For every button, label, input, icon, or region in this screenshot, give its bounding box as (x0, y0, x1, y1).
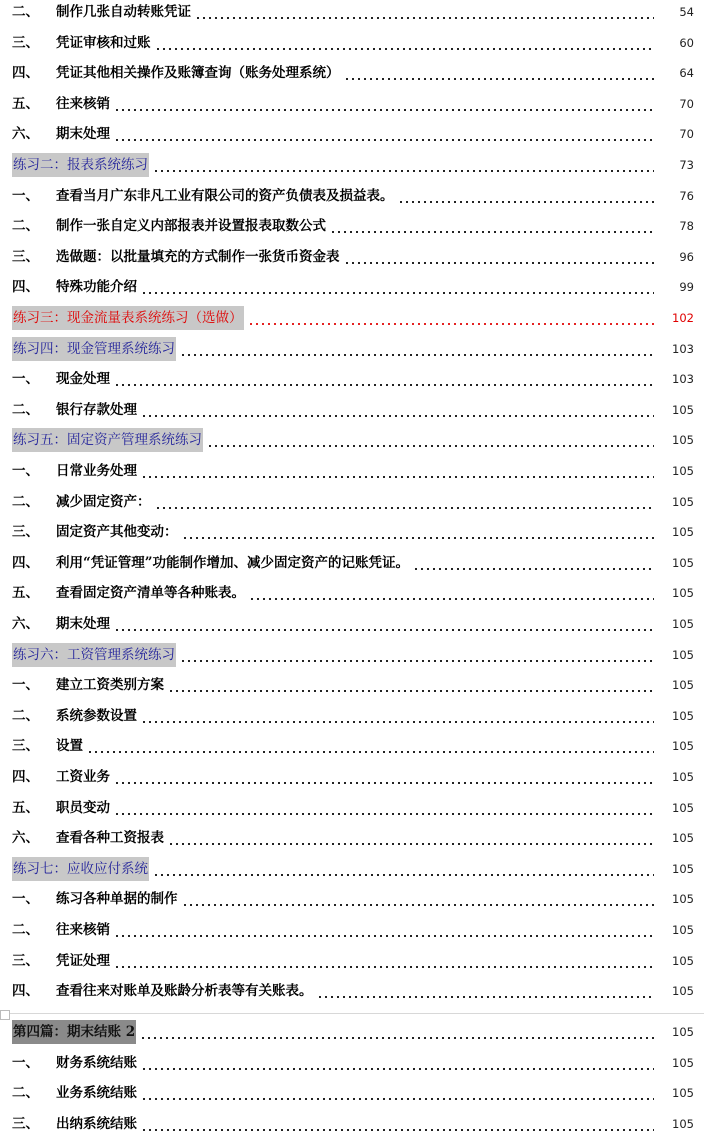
toc-page-number: 99 (679, 280, 694, 295)
dot-leader (182, 520, 655, 544)
toc-entry[interactable] (0, 92, 704, 116)
toc-entry-title: 制作几张自动转账凭证 (56, 4, 191, 20)
dot-leader (330, 214, 654, 238)
dot-leader (153, 153, 654, 177)
toc-entry[interactable] (0, 1051, 704, 1075)
toc-entry-number: 二、 (12, 707, 39, 724)
toc-page-number: 76 (679, 188, 694, 203)
toc-entry[interactable] (0, 765, 704, 789)
toc-section-heading[interactable] (0, 643, 704, 667)
dot-leader (155, 490, 655, 514)
toc-entry-title: 查看当月广东非凡工业有限公司的资产负债表及损益表。 (56, 187, 394, 204)
toc-entry-title: 凭证审核和过账 (56, 34, 151, 51)
dot-leader (195, 0, 654, 24)
toc-entry-number: 四、 (12, 983, 39, 1000)
toc-page-number: 105 (672, 831, 694, 846)
toc-entry-number: 一、 (12, 187, 39, 204)
dot-leader (114, 367, 654, 391)
dot-leader (249, 581, 654, 605)
toc-entry-title: 练习七：应收应付系统 (12, 857, 149, 881)
dot-leader (207, 428, 654, 452)
toc-page-number: 105 (672, 525, 694, 540)
toc-entry-title: 系统参数设置 (56, 707, 137, 724)
dot-leader (140, 1020, 654, 1044)
dot-leader (114, 92, 654, 116)
toc-page-number: 105 (672, 1116, 694, 1131)
toc-section-heading[interactable] (0, 337, 704, 361)
toc-entry-title: 固定资产其他变动： (56, 524, 178, 541)
toc-page-number: 54 (679, 5, 694, 19)
toc-entry-number: 三、 (12, 248, 39, 265)
toc-entry-number: 二、 (12, 922, 39, 938)
toc-entry-title: 日常业务处理 (56, 463, 137, 479)
dot-leader (141, 459, 654, 483)
toc-entry-number: 一、 (12, 1054, 39, 1071)
dot-leader (180, 643, 654, 667)
toc-entry-title: 选做题：以批量填充的方式制作一张货币资金表 (56, 248, 340, 265)
toc-entry[interactable] (0, 826, 704, 850)
dot-leader (114, 765, 654, 789)
dot-leader (141, 275, 654, 299)
toc-entry-number: 一、 (12, 463, 39, 479)
toc-entry-title: 往来核销 (56, 95, 110, 112)
dot-leader (155, 31, 655, 55)
toc-entry-title: 利用“凭证管理”功能制作增加、减少固定资产的记账凭证。 (56, 554, 410, 571)
toc-entry-title: 特殊功能介绍 (56, 279, 137, 296)
toc-section-heading[interactable] (0, 857, 704, 881)
toc-entry[interactable] (0, 734, 704, 758)
toc-entry[interactable] (0, 490, 704, 514)
toc-entry[interactable] (0, 0, 704, 24)
toc-page-number: 105 (672, 800, 694, 815)
toc-entry-title: 期末处理 (56, 616, 110, 632)
toc-entry[interactable] (0, 122, 704, 146)
toc-page-number: 60 (679, 35, 694, 50)
section-marker-icon (0, 1010, 10, 1020)
toc-page-number: 105 (672, 923, 694, 937)
dot-leader (413, 551, 654, 575)
dot-leader (114, 122, 654, 146)
toc-entry[interactable] (0, 61, 704, 85)
toc-entry[interactable] (0, 887, 704, 911)
toc-entry[interactable] (0, 796, 704, 820)
toc-entry-title: 练习五：固定资产管理系统练习 (12, 428, 203, 452)
dot-leader (317, 979, 655, 1003)
toc-entry-title: 银行存款处理 (56, 401, 137, 418)
toc-entry-title: 职员变动 (56, 799, 110, 816)
toc-entry[interactable] (0, 551, 704, 575)
toc-page-number: 102 (672, 311, 694, 325)
toc-entry-title: 减少固定资产： (56, 493, 151, 510)
dot-leader (168, 673, 654, 697)
page-break-divider (0, 1013, 704, 1014)
dot-leader (114, 918, 654, 942)
toc-entry-number: 二、 (12, 1085, 39, 1102)
toc-entry-number: 二、 (12, 401, 39, 418)
dot-leader (141, 1051, 654, 1075)
toc-entry-title: 查看往来对账单及账龄分析表等有关账表。 (56, 983, 313, 1000)
dot-leader (141, 398, 654, 422)
toc-entry[interactable] (0, 520, 704, 544)
toc-entry-title: 制作一张自定义内部报表并设置报表取数公式 (56, 218, 326, 235)
toc-entry[interactable] (0, 184, 704, 208)
toc-page-number: 105 (672, 617, 694, 631)
dot-leader (114, 612, 654, 636)
toc-entry[interactable] (0, 31, 704, 55)
toc-page-number: 64 (679, 66, 694, 81)
toc-entry-number: 三、 (12, 34, 39, 51)
toc-page-number: 73 (679, 158, 694, 172)
toc-page-number: 105 (672, 708, 694, 723)
dot-leader (344, 245, 655, 269)
toc-entry[interactable] (0, 367, 704, 391)
toc-entry-title: 往来核销 (56, 922, 110, 938)
toc-entry-title: 建立工资类别方案 (56, 677, 164, 694)
toc-entry[interactable] (0, 459, 704, 483)
toc-page-number: 105 (672, 402, 694, 417)
toc-entry-number: 五、 (12, 799, 39, 816)
toc-entry-title: 期末处理 (56, 126, 110, 143)
toc-entry-number: 二、 (12, 493, 39, 510)
toc-page-number: 70 (679, 127, 694, 142)
toc-page-number: 78 (679, 219, 694, 234)
dot-leader (141, 1081, 654, 1105)
toc-entry-title: 练习四：现金管理系统练习 (12, 337, 176, 361)
toc-page-number: 103 (672, 372, 694, 387)
toc-entry-title: 练习二：报表系统练习 (12, 153, 149, 177)
toc-entry-number: 五、 (12, 95, 39, 112)
toc-page-number: 105 (672, 586, 694, 601)
toc-section-heading[interactable] (0, 428, 704, 452)
toc-entry-number: 一、 (12, 677, 39, 694)
dot-leader (398, 184, 655, 208)
dot-leader (344, 61, 655, 85)
toc-entry-title: 现金处理 (56, 371, 110, 388)
toc-entry-number: 三、 (12, 738, 39, 755)
toc-entry-number: 六、 (12, 616, 39, 632)
toc-page-number: 105 (672, 433, 694, 448)
toc-entry-number: 三、 (12, 952, 39, 969)
toc-entry[interactable] (0, 612, 704, 636)
toc-entry-number: 三、 (12, 1115, 39, 1132)
toc-entry[interactable] (0, 918, 704, 942)
toc-entry[interactable] (0, 245, 704, 269)
toc-page-number: 105 (672, 678, 694, 693)
dot-leader (180, 337, 654, 361)
toc-page-number: 105 (672, 892, 694, 907)
dot-leader (168, 826, 654, 850)
toc-page-number: 96 (679, 249, 694, 264)
toc-section-heading[interactable] (0, 306, 704, 330)
toc-entry-number: 四、 (12, 554, 39, 571)
toc-page-number: 105 (672, 494, 694, 509)
toc-page-number: 105 (672, 555, 694, 570)
toc-page-number: 105 (672, 647, 694, 662)
toc-entry-number: 六、 (12, 830, 39, 847)
toc-entry-number: 四、 (12, 769, 39, 785)
toc-page-number: 105 (672, 1025, 694, 1039)
toc-entry-title: 出纳系统结账 (56, 1115, 137, 1132)
toc-page-number: 105 (672, 770, 694, 784)
toc-page-number: 70 (679, 96, 694, 111)
toc-entry-title: 查看固定资产清单等各种账表。 (56, 585, 245, 602)
toc-entry[interactable] (0, 979, 704, 1003)
toc-entry[interactable] (0, 704, 704, 728)
toc-entry-title: 查看各种工资报表 (56, 830, 164, 847)
toc-entry[interactable] (0, 214, 704, 238)
toc-entry-title: 凭证处理 (56, 952, 110, 969)
toc-entry-title: 练习三：现金流量表系统练习（选做） (12, 306, 244, 330)
toc-section-heading[interactable] (0, 153, 704, 177)
toc-entry[interactable] (0, 275, 704, 299)
dot-leader (153, 857, 654, 881)
toc-page-number: 105 (672, 739, 694, 754)
toc-entry-number: 四、 (12, 65, 39, 82)
toc-entry-title: 财务系统结账 (56, 1054, 137, 1071)
toc-page-number: 105 (672, 953, 694, 968)
toc-entry[interactable] (0, 673, 704, 697)
toc-entry-number: 二、 (12, 4, 39, 20)
toc-entry[interactable] (0, 398, 704, 422)
toc-entry-number: 四、 (12, 279, 39, 296)
toc-entry-number: 一、 (12, 371, 39, 388)
dot-leader (248, 306, 655, 330)
toc-page-number: 105 (672, 1055, 694, 1070)
toc-entry-number: 六、 (12, 126, 39, 143)
toc-entry-number: 一、 (12, 891, 39, 908)
dot-leader (87, 734, 654, 758)
toc-entry-title: 设置 (56, 738, 83, 755)
toc-entry-number: 五、 (12, 585, 39, 602)
toc-entry-title: 练习各种单据的制作 (56, 891, 178, 908)
toc-entry-title: 第四篇：期末结账 2 (12, 1020, 136, 1044)
toc-page-number: 105 (672, 861, 694, 876)
toc-entry-title: 工资业务 (56, 769, 110, 785)
toc-entry[interactable] (0, 1081, 704, 1105)
toc-section-heading[interactable] (0, 1020, 704, 1044)
toc-page-number: 105 (672, 1086, 694, 1101)
toc-page-number: 105 (672, 464, 694, 478)
toc-entry-title: 业务系统结账 (56, 1085, 137, 1102)
toc-entry-number: 三、 (12, 524, 39, 541)
dot-leader (182, 887, 655, 911)
dot-leader (114, 949, 654, 973)
toc-page-number: 105 (672, 984, 694, 999)
toc-entry[interactable] (0, 949, 704, 973)
toc-entry-title: 练习六：工资管理系统练习 (12, 643, 176, 667)
toc-entry-title: 凭证其他相关操作及账簿查询（账务处理系统） (56, 65, 340, 82)
dot-leader (141, 704, 654, 728)
toc-entry-number: 二、 (12, 218, 39, 235)
dot-leader (141, 1112, 654, 1136)
toc-entry[interactable] (0, 581, 704, 605)
dot-leader (114, 796, 654, 820)
toc-page-number: 103 (672, 341, 694, 356)
toc-entry[interactable] (0, 1112, 704, 1136)
